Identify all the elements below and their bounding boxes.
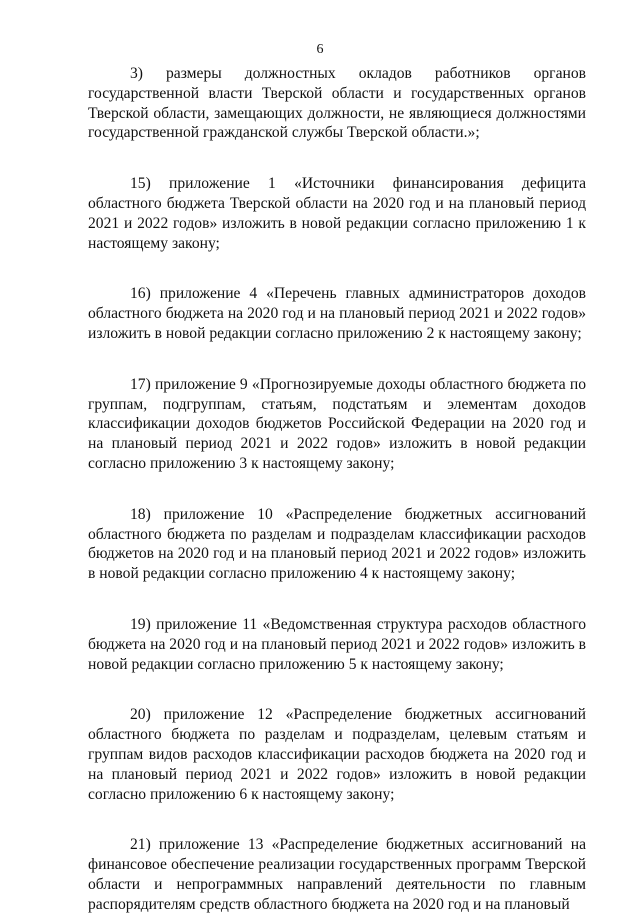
paragraph-item-17: 17) приложение 9 «Прогнозируемые доходы областного бюджета по группам, подгруппам, статьям, подстатьям и элементам доходов классификации доходов бюджетов Российской Федерации на 2020 год и на плановый период 2021 и 2022 годов» изложить в новой редакции согласно приложению 3 к настоящему закону; xyxy=(88,375,586,472)
paragraph-item-3: 3) размеры должностных окладов работников органов государственной власти Тверской области и государственных органов Тверской области, замещающих должности, не являющиеся должностями государственной гражданской службы Тверской области.»; xyxy=(88,65,586,142)
paragraph-item-18: 18) приложение 10 «Распределение бюджетных ассигнований областного бюджета по разделам и подразделам классификации расходов бюджетов на 2020 год и на плановый период 2021 и 2022 годов» изложить в новой редакции согласно приложению 4 к настоящему закону; xyxy=(88,505,586,583)
paragraph-item-15: 15) приложение 1 «Источники финансирования дефицита областного бюджета Тверской области на 2020 год и на плановый период 2021 и 2022 годов» изложить в новой редакции согласно приложению 1 к настоящему закону; xyxy=(88,175,586,252)
paragraph-item-16: 16) приложение 4 «Перечень главных администраторов доходов областного бюджета на 2020 год и на плановый период 2021 и 2022 годов» изложить в новой редакции согласно приложению 2 к настоящему закону; xyxy=(88,285,586,342)
document-body xyxy=(88,64,586,915)
paragraph-item-19: 19) приложение 11 «Ведомственная структура расходов областного бюджета на 2020 год и на плановый период 2021 и 2022 годов» изложить в новой редакции согласно приложению 5 к настоящему закону; xyxy=(88,615,586,673)
page-number: 6 xyxy=(316,42,324,57)
paragraph-item-21: 21) приложение 13 «Распределение бюджетных ассигнований на финансовое обеспечение реализации государственных программ Тверской области и непрограммных направлений деятельности по главным распорядителям средств областного бюджета на 2020 год и на плановый xyxy=(88,836,586,913)
paragraph-item-20: 20) приложение 12 «Распределение бюджетных ассигнований областного бюджета по разделам и подразделам, целевым статьям и группам видов расходов классификации расходов бюджета на 2020 год и на плановый период 2021 и 2022 годов» изложить в новой редакции согласно приложению 6 к настоящему закону; xyxy=(88,706,586,803)
